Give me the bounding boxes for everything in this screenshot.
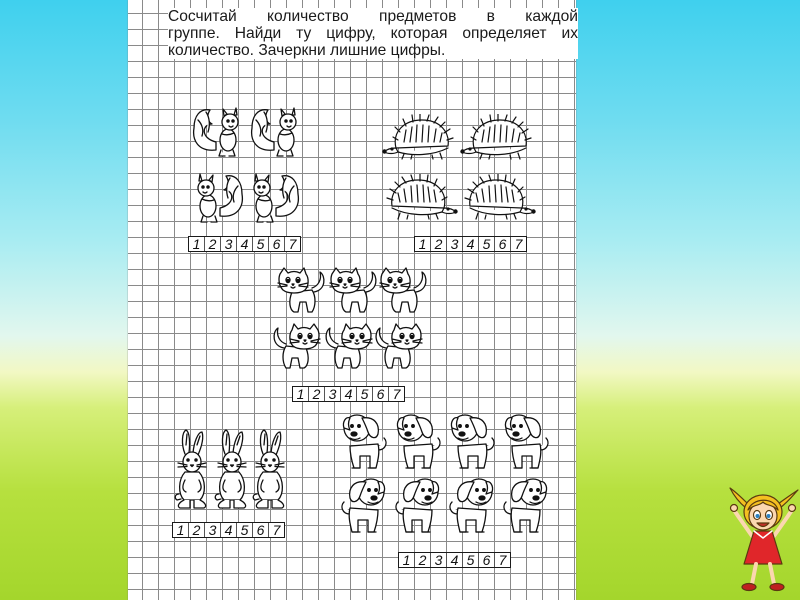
digit-cell[interactable]: 5 [252, 237, 268, 251]
digit-cell[interactable]: 1 [192, 236, 201, 252]
cat-icon [274, 266, 328, 314]
hedgehog-icon [460, 174, 536, 220]
digit-cell[interactable]: 7 [494, 553, 510, 567]
digit-cell[interactable]: 4 [220, 523, 236, 537]
puppy-icon [500, 410, 552, 472]
task-instruction [168, 8, 578, 59]
squirrel-icon [244, 166, 304, 226]
digit-cell[interactable]: 4 [446, 553, 462, 567]
digit-cell[interactable]: 5 [478, 237, 494, 251]
cat-icon [270, 322, 324, 370]
digit-cell[interactable]: 7 [284, 237, 300, 251]
puppy-icon [446, 410, 498, 472]
rabbit-icon [172, 428, 212, 512]
rabbit-icon [250, 428, 290, 512]
digit-cell[interactable]: 1 [418, 236, 427, 252]
cat-icon [326, 266, 380, 314]
digit-cell[interactable]: 7 [268, 523, 284, 537]
digit-cell[interactable]: 3 [324, 387, 340, 401]
cat-icon [376, 266, 430, 314]
digit-strip-squirrels [188, 236, 301, 252]
digit-cell[interactable]: 1 [176, 522, 185, 538]
digit-cell[interactable]: 4 [340, 387, 356, 401]
digit-cell[interactable]: 3 [430, 553, 446, 567]
digit-cell[interactable]: 6 [372, 387, 388, 401]
puppy-icon [338, 410, 390, 472]
digit-cell[interactable]: 5 [356, 387, 372, 401]
hedgehog-icon [382, 114, 458, 160]
cat-icon [372, 322, 426, 370]
instruction-line-2: группе. Найди ту цифру, которая определяет их [168, 25, 578, 42]
girl-mascot-icon [728, 486, 800, 594]
digit-cell[interactable]: 2 [204, 237, 220, 251]
digit-cell[interactable]: 6 [494, 237, 510, 251]
instruction-line-3: количество. Зачеркни лишние цифры. [168, 42, 446, 59]
puppy-icon [338, 474, 390, 536]
digit-strip-puppies [398, 552, 511, 568]
digit-cell[interactable]: 6 [268, 237, 284, 251]
digit-cell[interactable]: 2 [414, 553, 430, 567]
puppy-icon [392, 410, 444, 472]
digit-strip-hedgehogs [414, 236, 527, 252]
digit-cell[interactable]: 4 [462, 237, 478, 251]
puppy-icon [446, 474, 498, 536]
squirrel-icon [188, 100, 248, 160]
digit-cell[interactable]: 4 [236, 237, 252, 251]
squirrel-icon [246, 100, 306, 160]
digit-strip-cats [292, 386, 405, 402]
hedgehog-icon [382, 174, 458, 220]
digit-cell[interactable]: 1 [402, 552, 411, 568]
digit-cell[interactable]: 7 [388, 387, 404, 401]
digit-cell[interactable]: 3 [220, 237, 236, 251]
digit-cell[interactable]: 3 [446, 237, 462, 251]
digit-cell[interactable]: 6 [252, 523, 268, 537]
digit-cell[interactable]: 2 [188, 523, 204, 537]
digit-cell[interactable]: 5 [462, 553, 478, 567]
digit-cell[interactable]: 3 [204, 523, 220, 537]
cat-icon [322, 322, 376, 370]
digit-cell[interactable]: 2 [430, 237, 446, 251]
squirrel-icon [188, 166, 248, 226]
digit-cell[interactable]: 7 [510, 237, 526, 251]
hedgehog-icon [460, 114, 536, 160]
digit-cell[interactable]: 2 [308, 387, 324, 401]
instruction-line-1: Сосчитай количество предметов в каждой [168, 8, 578, 25]
digit-cell[interactable]: 5 [236, 523, 252, 537]
rabbit-icon [212, 428, 252, 512]
puppy-icon [392, 474, 444, 536]
digit-strip-rabbits [172, 522, 285, 538]
puppy-icon [500, 474, 552, 536]
worksheet-page [128, 0, 576, 600]
digit-cell[interactable]: 1 [296, 386, 305, 402]
digit-cell[interactable]: 6 [478, 553, 494, 567]
